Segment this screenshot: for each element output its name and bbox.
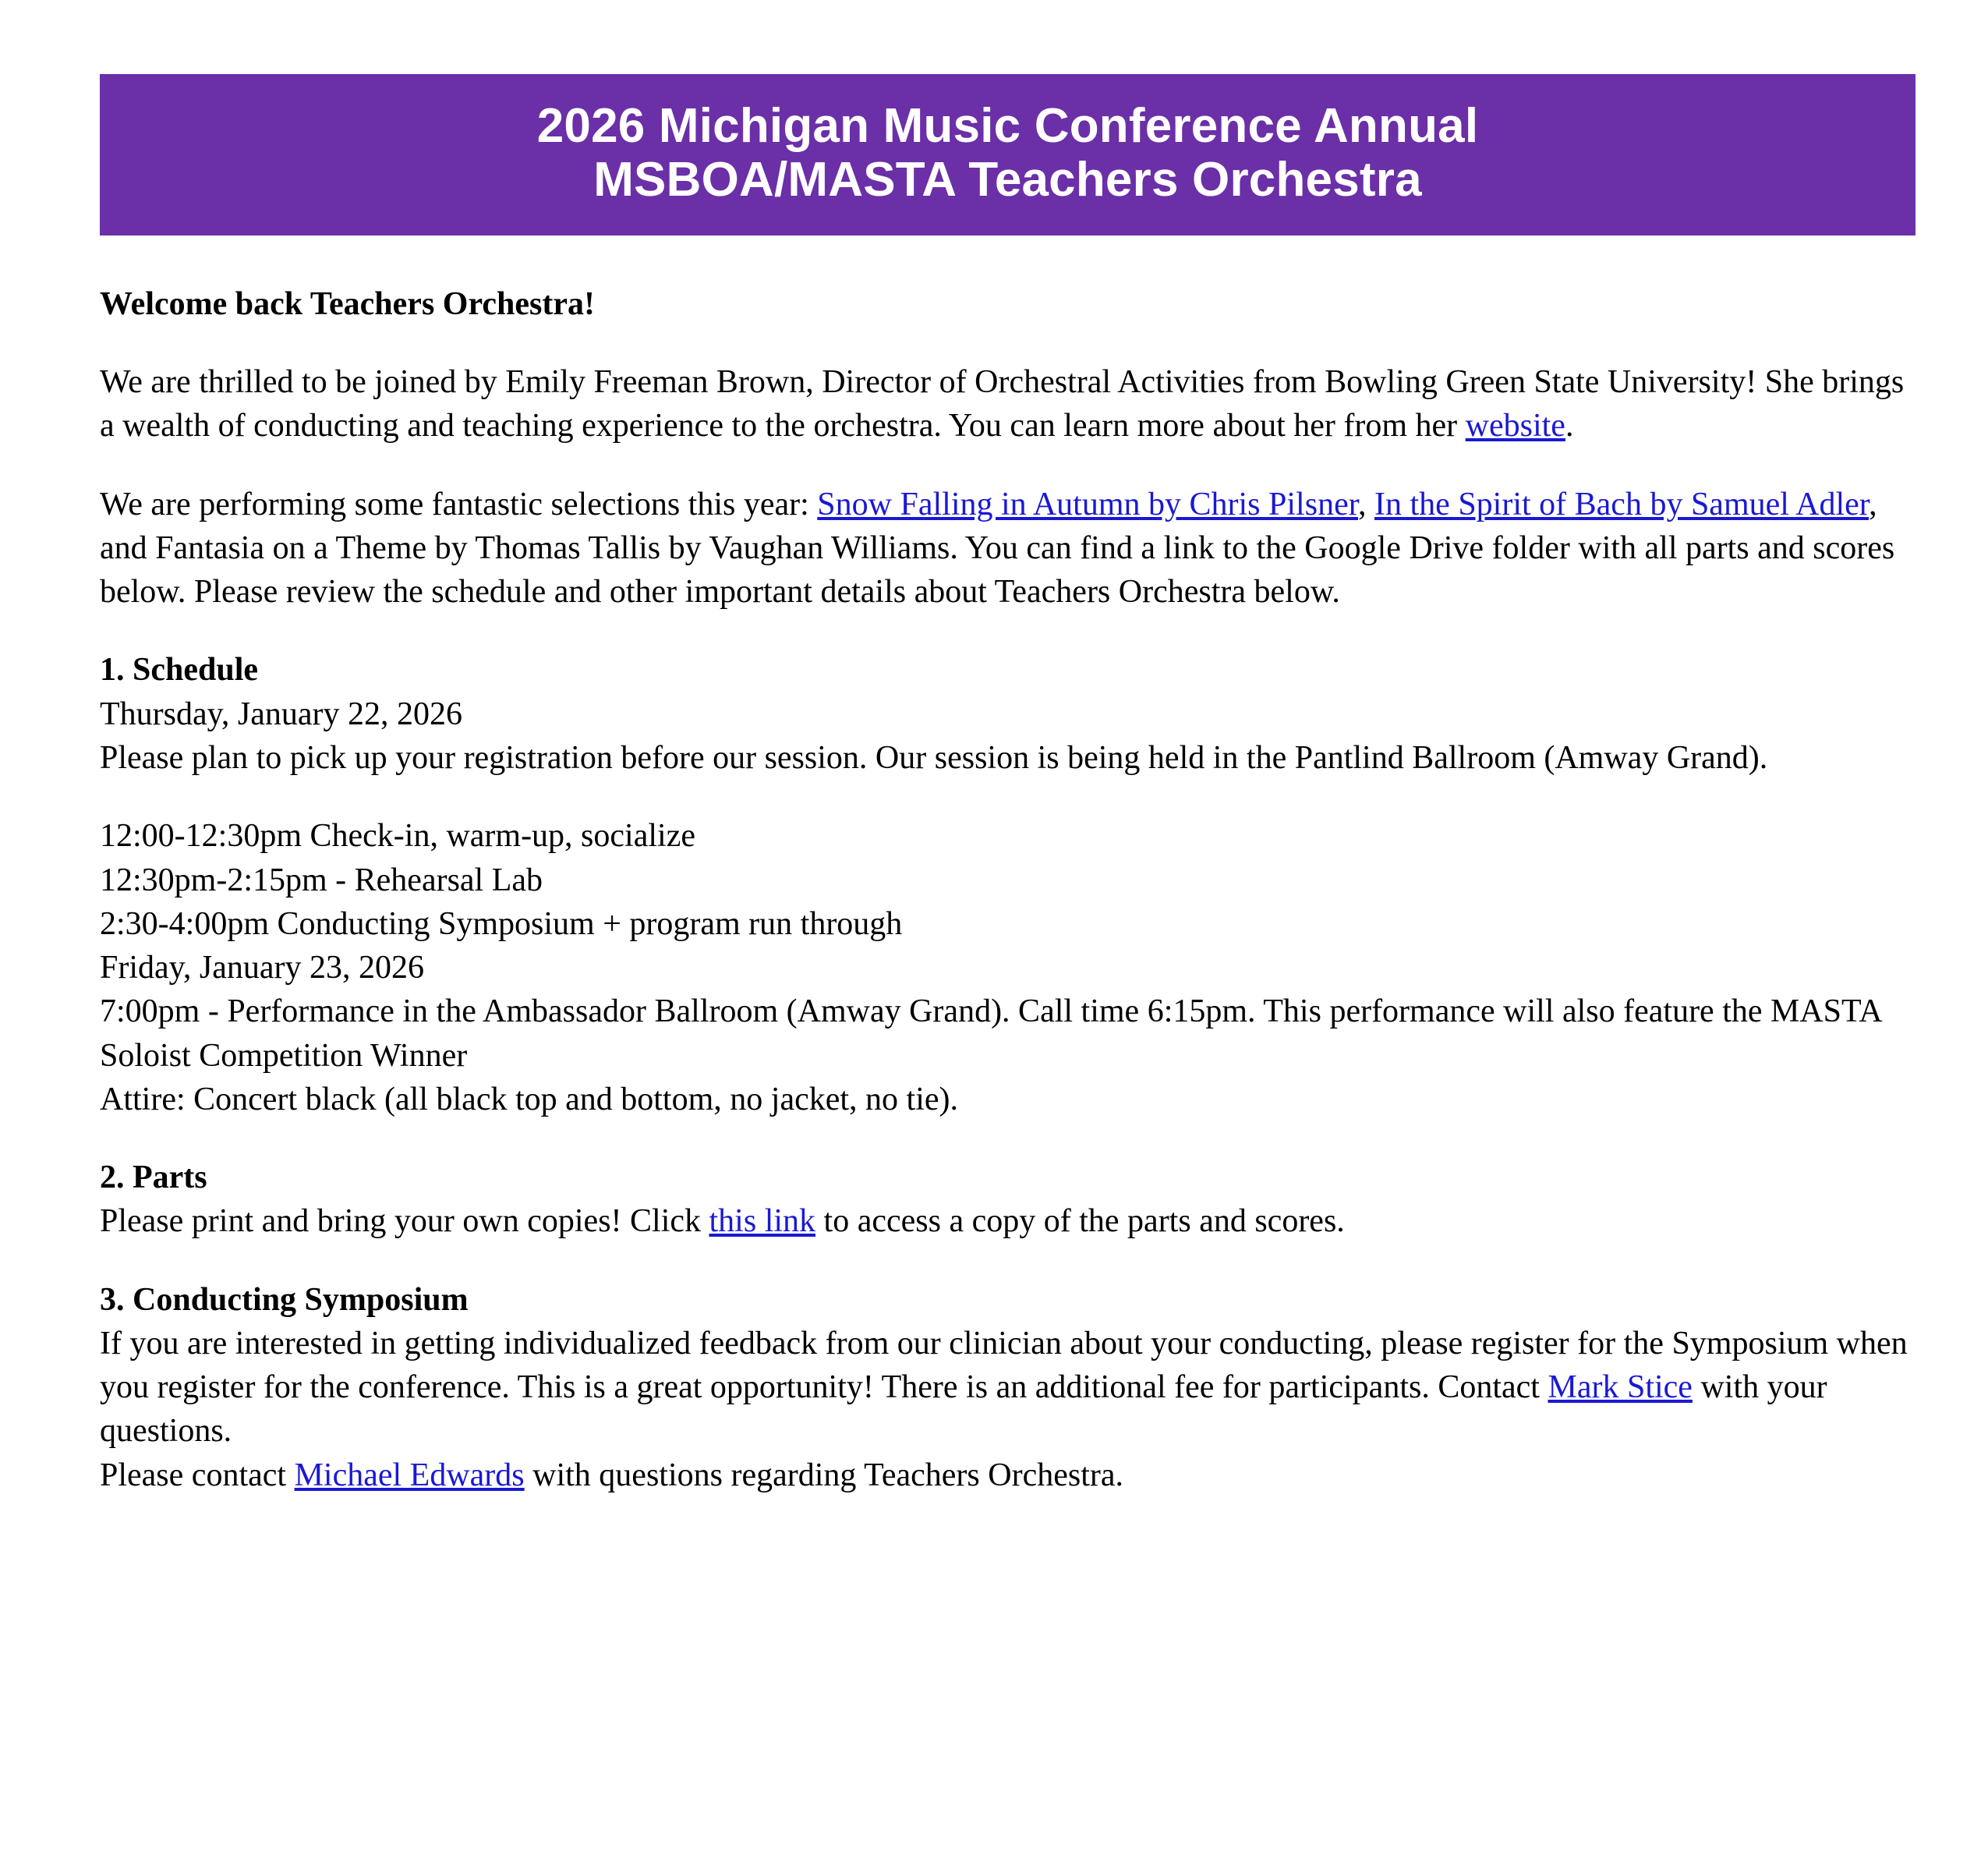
section-3-paragraph bbox=[100, 1322, 1918, 1453]
selections-text-part-2: , and Fantasia on a Theme by Thomas Tallis by Vaughan Williams. You can find a link to the Google Drive folder with all parts and scores below. Please review the schedule and other important details about Teachers Orchestra below. bbox=[100, 486, 1895, 611]
document-body bbox=[100, 235, 1918, 1497]
website-link[interactable]: website bbox=[1465, 408, 1565, 444]
parts-link[interactable]: this link bbox=[709, 1203, 816, 1240]
schedule-line-2: 2:30-4:00pm Conducting Symposium + program run through bbox=[100, 905, 903, 942]
selections-paragraph bbox=[100, 483, 1918, 614]
section-2-paragraph bbox=[100, 1199, 1918, 1243]
intro-paragraph bbox=[100, 360, 1918, 448]
welcome-heading: Welcome back Teachers Orchestra! bbox=[100, 285, 595, 322]
spacer bbox=[100, 1121, 1918, 1156]
piece-link-snow-falling-in-autumn[interactable]: Snow Falling in Autumn by Chris Pilsner bbox=[817, 486, 1359, 522]
section-3-contact-paragraph bbox=[100, 1453, 1918, 1497]
contact-text-part-1: Please contact bbox=[100, 1457, 295, 1493]
header-title-line-1: 2026 Michigan Music Conference Annual bbox=[536, 99, 1479, 153]
spacer bbox=[100, 1244, 1918, 1278]
section-2-text-part-1: Please print and bring your own copies! Click bbox=[100, 1203, 709, 1240]
schedule-line-3: Friday, January 23, 2026 bbox=[100, 950, 425, 986]
header-title-line-2: MSBOA/MASTA Teachers Orchestra bbox=[593, 153, 1422, 207]
section-2-heading: 2. Parts bbox=[100, 1160, 207, 1196]
spacer bbox=[100, 326, 1918, 360]
section-3-text-part-1: If you are interested in getting individualized feedback from our clinician about your conducting, please register for the Symposium when you register for the conference. This is a great opportunity! There is an additional fee for participants. Contact bbox=[100, 1325, 1908, 1406]
spacer bbox=[100, 780, 1918, 814]
section-3-heading: 3. Conducting Symposium bbox=[100, 1281, 469, 1318]
section-1-heading: 1. Schedule bbox=[100, 652, 259, 689]
schedule-line-5: Attire: Concert black (all black top and bottom, no jacket, no tie). bbox=[100, 1081, 959, 1117]
schedule-line-0: 12:00-12:30pm Check-in, warm-up, socialize bbox=[100, 818, 695, 855]
contact-text-part-2: with questions regarding Teachers Orchestra. bbox=[524, 1457, 1124, 1493]
selections-text-part-1: We are performing some fantastic selections this year: bbox=[100, 486, 818, 522]
mark-stice-link[interactable]: Mark Stice bbox=[1548, 1369, 1693, 1406]
document-header-banner bbox=[100, 74, 1915, 235]
section-1-date-thursday: Thursday, January 22, 2026 bbox=[100, 696, 463, 732]
spacer bbox=[100, 235, 1918, 282]
document-page bbox=[0, 74, 1988, 1866]
intro-text-part-1: We are thrilled to be joined by Emily Freeman Brown, Director of Orchestral Activities from Bowling Green State University! She brings a wealth of conducting and teaching experience to the orchestra. You can learn more about her from her bbox=[100, 364, 1905, 444]
intro-text-part-2: . bbox=[1565, 408, 1574, 444]
spacer bbox=[100, 448, 1918, 483]
schedule-line-4: 7:00pm - Performance in the Ambassador Ballroom (Amway Grand). Call time 6:15pm. This performance will also feature the MASTA Soloist Competition Winner bbox=[100, 993, 1881, 1074]
section-3-text-part-2: with your questions. bbox=[100, 1369, 1827, 1450]
schedule-line-1: 12:30pm-2:15pm - Rehearsal Lab bbox=[100, 862, 543, 898]
section-2-text-part-2: to access a copy of the parts and scores. bbox=[815, 1203, 1345, 1240]
michael-edwards-link[interactable]: Michael Edwards bbox=[294, 1457, 525, 1493]
piece-link-in-the-spirit-of-bach[interactable]: In the Spirit of Bach by Samuel Adler bbox=[1374, 486, 1869, 522]
selections-separator: , bbox=[1358, 486, 1375, 522]
section-1-registration-note: Please plan to pick up your registration before our session. Our session is being held in the Pantlind Ballroom (Amway Grand). bbox=[100, 740, 1768, 776]
spacer bbox=[100, 614, 1918, 648]
